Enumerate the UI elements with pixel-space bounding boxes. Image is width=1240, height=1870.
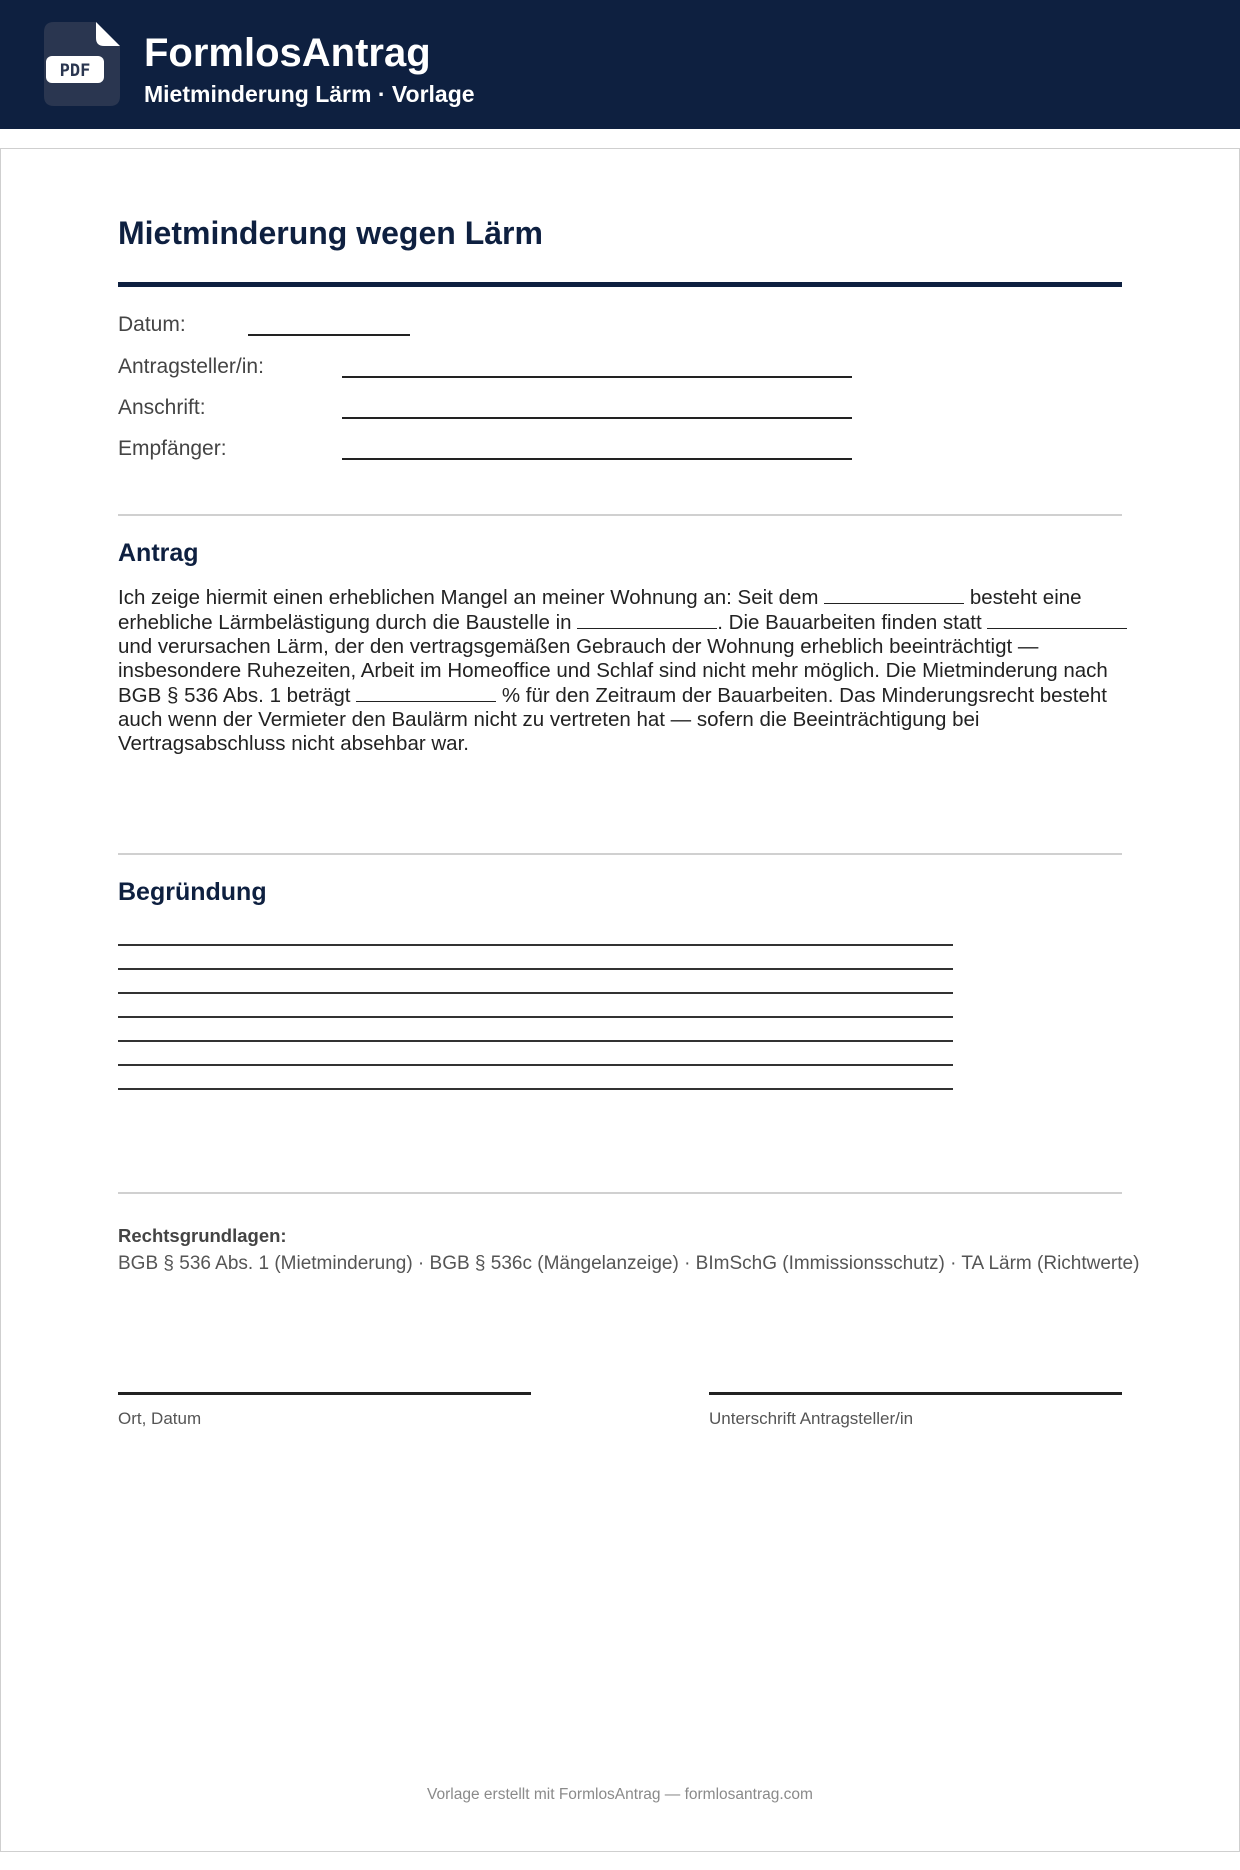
antrag-text-segment: Ich zeige hiermit einen erheblichen Mangel an meiner Wohnung an: Seit dem	[118, 586, 825, 609]
antrag-text-segment: % für den Zeitraum der Bauarbeiten. Das Minderungsrecht besteht auch wenn der Vermieter den Baulärm nicht zu vertreten hat — sofern die Beeinträchtigung bei Vertragsabschluss nicht absehbar war.	[118, 684, 1107, 755]
antrag-text-segment: besteht eine erhebliche Lärmbelästigung durch die Baustelle in	[118, 586, 1082, 634]
reason-line[interactable]	[118, 968, 953, 970]
section-divider	[118, 514, 1122, 516]
reason-line[interactable]	[118, 1040, 953, 1042]
app-header	[0, 0, 1240, 129]
applicant-signature-line[interactable]	[709, 1392, 1122, 1395]
applicant-label: Antragsteller/in:	[118, 355, 264, 378]
app-title: FormlosAntrag	[144, 31, 431, 75]
reason-line[interactable]	[118, 944, 953, 946]
title-divider	[118, 282, 1122, 287]
address-label: Anschrift:	[118, 396, 206, 419]
antrag-text-segment: und verursachen Lärm, der den vertragsgemäßen Gebrauch der Wohnung erheblich beeinträchtigt — insbesondere Ruhezeiten, Arbeit im Homeoffice und Schlaf sind nicht mehr möglich. Die Mietminderung nach BGB § 536 Abs. 1 beträgt	[118, 635, 1108, 707]
date-label: Datum:	[118, 313, 186, 336]
section-divider	[118, 1192, 1122, 1194]
place-date-label: Ort, Datum	[118, 1409, 202, 1428]
work-times-blank[interactable]	[987, 610, 1127, 629]
construction-site-blank[interactable]	[577, 610, 717, 629]
recipient-field[interactable]	[342, 458, 852, 460]
reason-line[interactable]	[118, 1016, 953, 1018]
footer-note: Vorlage erstellt mit FormlosAntrag — formlosantrag.com	[427, 1786, 813, 1803]
begruendung-heading: Begründung	[118, 878, 267, 906]
applicant-field[interactable]	[342, 376, 852, 378]
date-field[interactable]	[248, 334, 410, 336]
legal-text: BGB § 536 Abs. 1 (Mietminderung) · BGB § 536c (Mängelanzeige) · BImSchG (Immissionsschutz) · TA Lärm (Richtwerte)	[118, 1253, 1140, 1274]
since-date-blank[interactable]	[824, 585, 964, 604]
section-divider	[118, 853, 1122, 855]
app-subtitle: Mietminderung Lärm · Vorlage	[144, 81, 475, 107]
document-title: Mietminderung wegen Lärm	[118, 215, 543, 251]
address-field[interactable]	[342, 417, 852, 419]
pdf-file-icon	[44, 22, 120, 106]
antrag-text-segment: . Die Bauarbeiten finden statt	[717, 611, 988, 634]
reason-line[interactable]	[118, 1064, 953, 1066]
legal-heading: Rechtsgrundlagen:	[118, 1225, 287, 1246]
place-date-signature-line[interactable]	[118, 1392, 531, 1395]
reason-line[interactable]	[118, 1088, 953, 1090]
antrag-heading: Antrag	[118, 539, 199, 567]
antrag-text	[118, 585, 1128, 756]
signature-label: Unterschrift Antragsteller/in	[709, 1409, 914, 1428]
reduction-percent-blank[interactable]	[356, 683, 496, 702]
reason-line[interactable]	[118, 992, 953, 994]
recipient-label: Empfänger:	[118, 437, 227, 460]
pdf-icon-label: PDF	[59, 61, 91, 81]
